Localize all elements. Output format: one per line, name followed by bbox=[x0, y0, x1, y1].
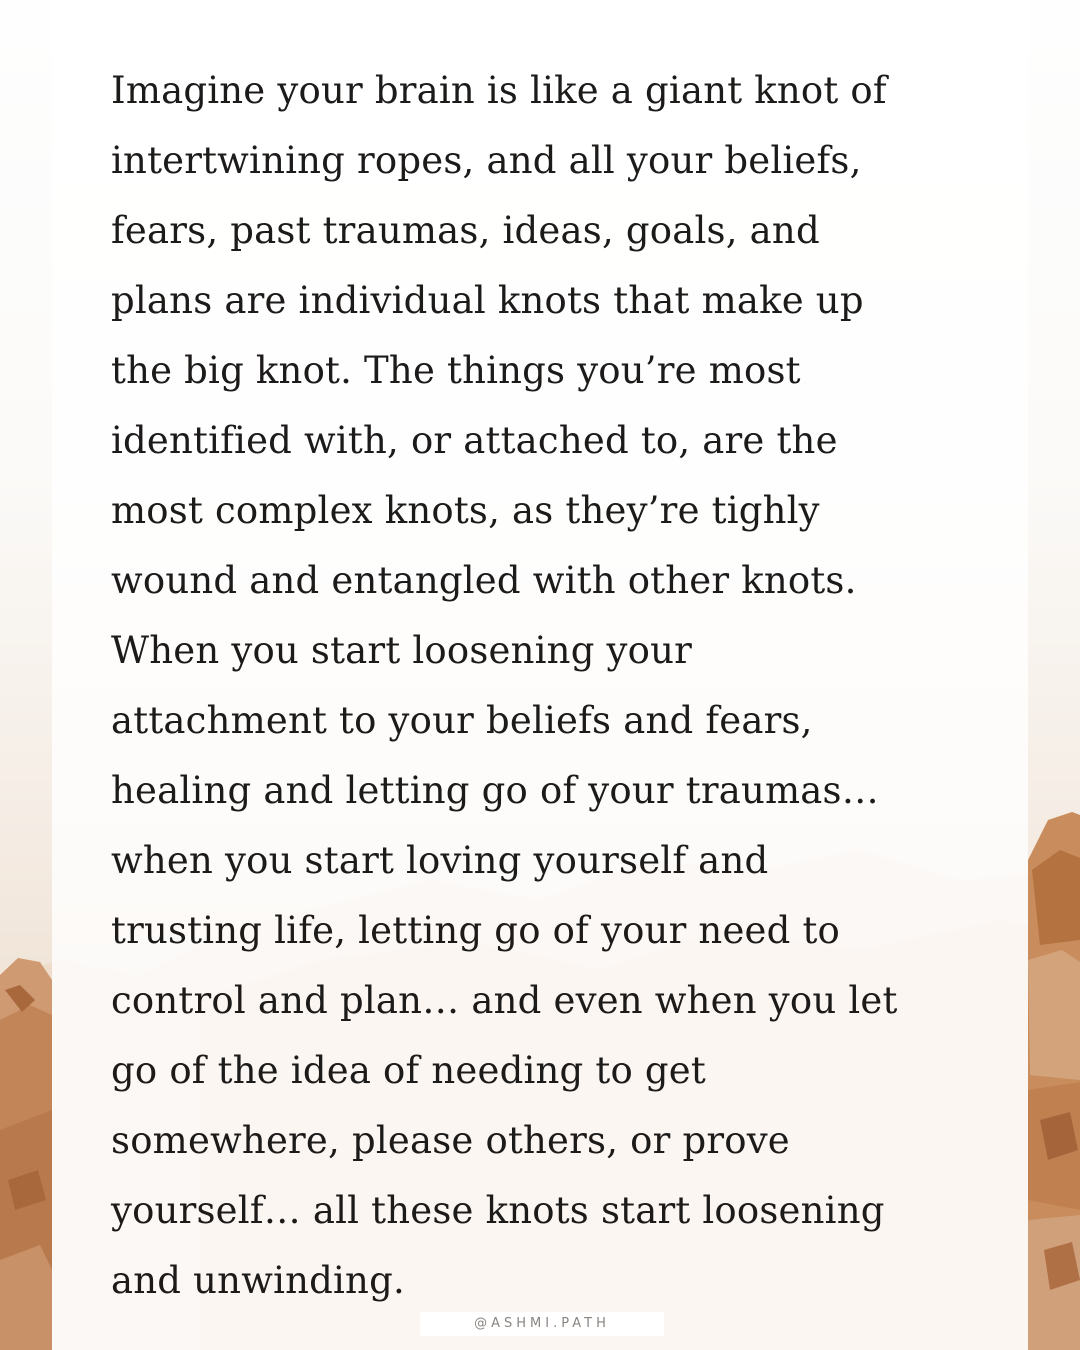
quote-line: when you start loving yourself and bbox=[111, 839, 769, 882]
quote-line: When you start loosening your bbox=[111, 629, 693, 672]
quote-line: the big knot. The things you’re most bbox=[111, 349, 801, 392]
quote-line: go of the idea of needing to get bbox=[111, 1049, 706, 1092]
quote-line: yourself… all these knots start loosening bbox=[111, 1189, 885, 1232]
account-handle: @ASHMI.PATH bbox=[420, 1312, 664, 1336]
quote-line: healing and letting go of your traumas… bbox=[111, 769, 879, 812]
quote-line: identified with, or attached to, are the bbox=[111, 419, 838, 462]
quote-line: trusting life, letting go of your need to bbox=[111, 909, 841, 952]
quote-line: plans are individual knots that make up bbox=[111, 279, 864, 322]
quote-line: and unwinding. bbox=[111, 1259, 405, 1302]
quote-line: control and plan… and even when you let bbox=[111, 979, 898, 1022]
quote-line: somewhere, please others, or prove bbox=[111, 1119, 790, 1162]
quote-line: intertwining ropes, and all your beliefs, bbox=[111, 139, 862, 182]
quote-line: attachment to your beliefs and fears, bbox=[111, 699, 813, 742]
quote-line: most complex knots, as they’re tighly bbox=[111, 489, 820, 532]
quote-text bbox=[111, 56, 1001, 1316]
quote-line: Imagine your brain is like a giant knot of bbox=[111, 69, 887, 112]
quote-line: wound and entangled with other knots. bbox=[111, 559, 857, 602]
quote-line: fears, past traumas, ideas, goals, and bbox=[111, 209, 820, 252]
